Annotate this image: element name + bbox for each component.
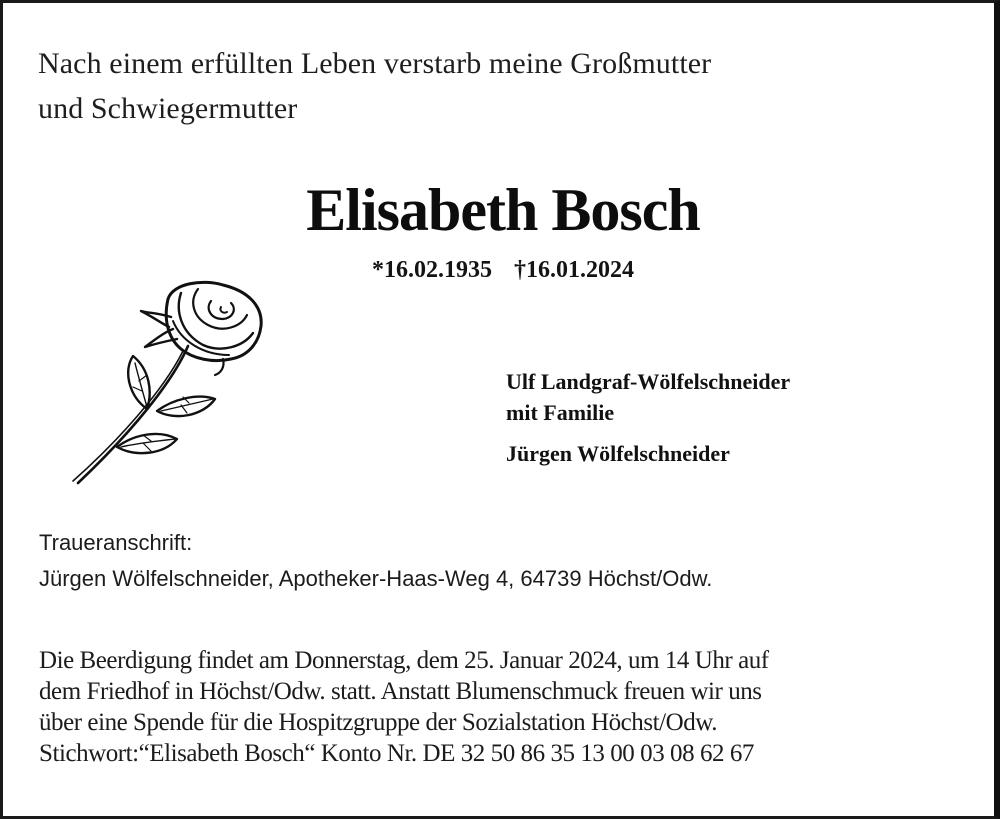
death-date: †16.01.2024 [514,257,634,283]
funeral-line: über eine Spende für die Hospitzgruppe der Sozialstation Höchst/Odw. [39,709,718,736]
mourning-address [39,525,712,597]
birth-date: *16.02.1935 [372,257,492,283]
address-label: Traueranschrift: [39,530,193,555]
mourner-line: Ulf Landgraf-Wölfelschneider [506,369,791,394]
funeral-line: Die Beerdigung findet am Donnerstag, dem 25. Januar 2024, um 14 Uhr auf [39,647,769,674]
mourner-line: mit Familie [506,400,615,425]
rose-icon [63,271,283,491]
address-value: Jürgen Wölfelschneider, Apotheker-Haas-Weg 4, 64739 Höchst/Odw. [39,566,713,591]
mourners [506,366,790,480]
intro-line: und Schwiegermutter [38,92,298,125]
funeral-line: dem Friedhof in Höchst/Odw. statt. Anstatt Blumenschmuck freuen wir uns [39,678,762,705]
deceased-name: Elisabeth Bosch [306,177,700,243]
funeral-info [39,645,769,769]
intro-text [38,41,711,131]
mourner-line: Jürgen Wölfelschneider [506,441,730,466]
intro-line: Nach einem erfüllten Leben verstarb meine Großmutter [38,47,712,80]
funeral-line: Stichwort:“Elisabeth Bosch“ Konto Nr. DE 32 50 86 35 13 00 03 08 62 67 [39,740,754,767]
